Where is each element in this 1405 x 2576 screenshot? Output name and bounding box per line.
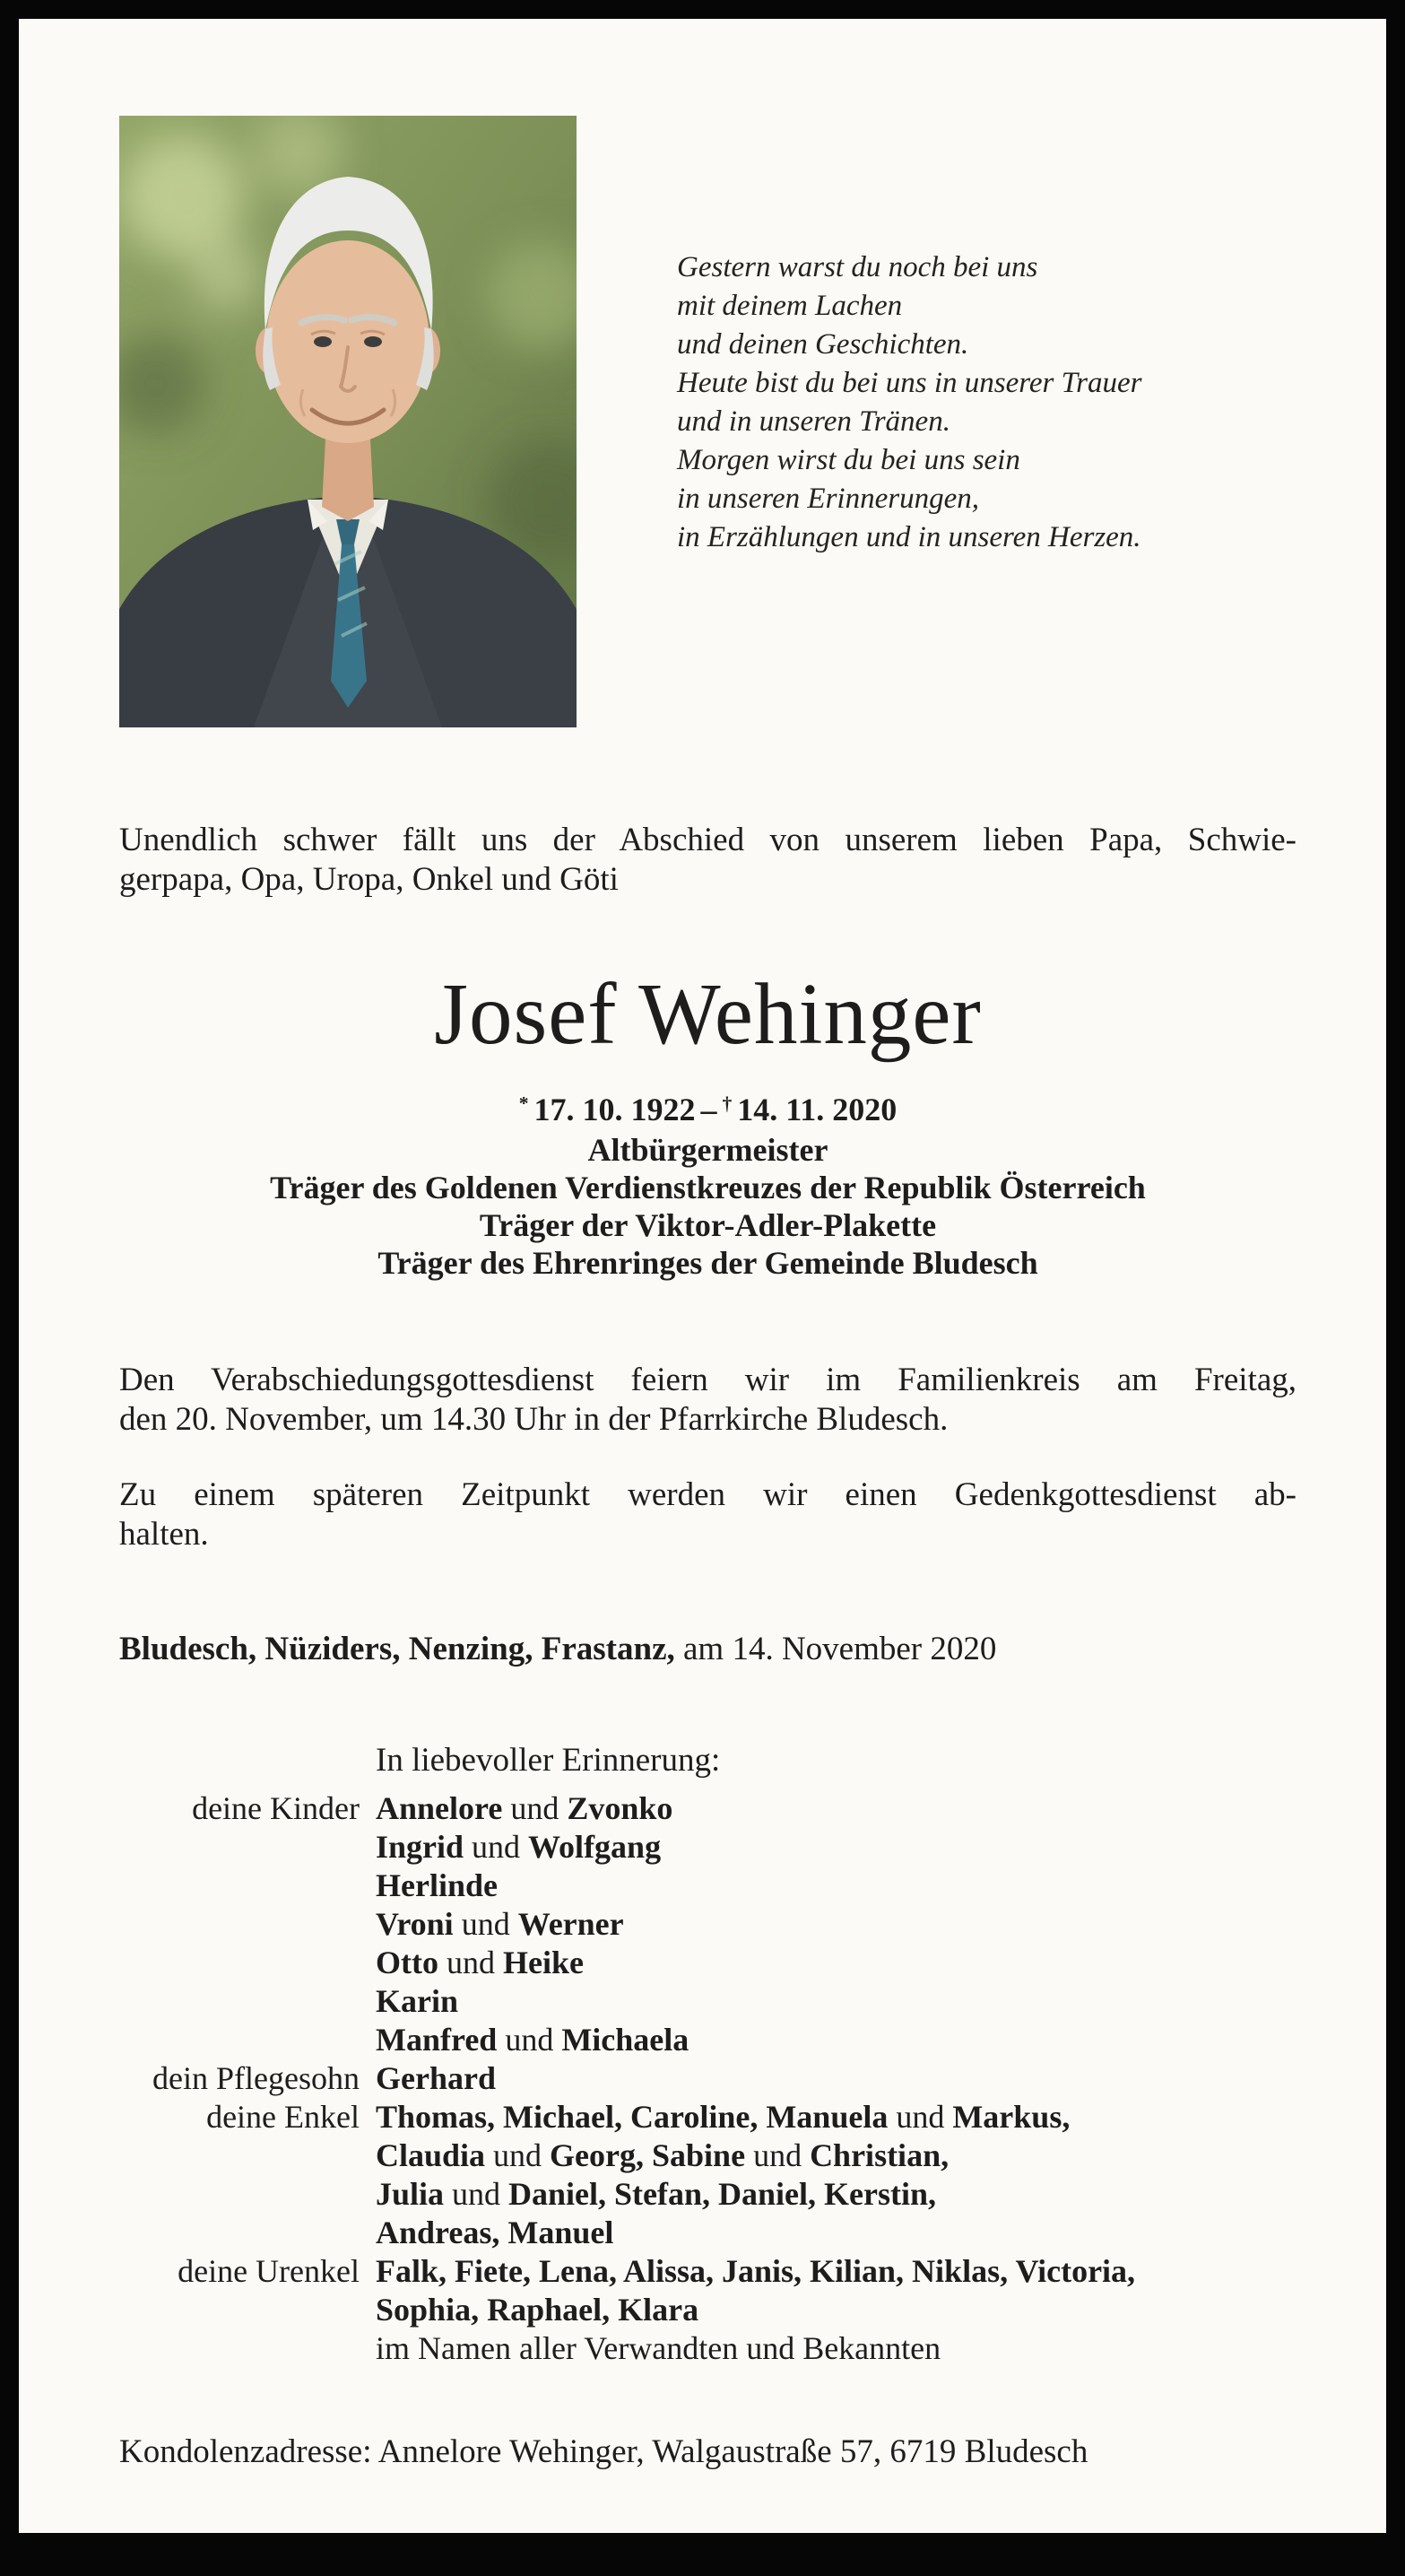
paragraph-line: gerpapa, Opa, Uropa, Onkel und Göti <box>119 861 619 898</box>
poem-line: in Erzählungen und in unseren Herzen. <box>677 521 1141 553</box>
family-names <box>376 1944 1297 1982</box>
signature-date: am 14. November 2020 <box>683 1630 997 1667</box>
name-segment: Gerhard <box>376 2059 496 2096</box>
name-segment: Christian, <box>810 2137 950 2173</box>
name-segment: und <box>497 2021 562 2058</box>
poem-line: mit deinem Lachen <box>677 290 903 322</box>
family-names <box>376 2252 1297 2291</box>
name-segment: Georg, Sabine <box>550 2137 746 2173</box>
name-segment: Otto <box>376 1944 438 1980</box>
family-names <box>376 2214 1297 2252</box>
name-segment: und <box>888 2098 953 2135</box>
poem-line: und in unseren Tränen. <box>677 405 950 438</box>
life-dates <box>119 1083 1297 1129</box>
name-segment: und <box>444 2175 509 2212</box>
name-segment: Annelore <box>376 1789 503 1826</box>
remembrance-heading: In liebevoller Erinnerung: <box>376 1741 721 1779</box>
family-relation-label <box>119 2137 360 2175</box>
name-segment: Julia <box>376 2175 445 2212</box>
name-segment: und <box>485 2137 551 2173</box>
death-date: 14. 11. 2020 <box>737 1091 898 1127</box>
name-segment: Markus, <box>952 2098 1071 2135</box>
memorial-poem <box>677 248 1142 727</box>
portrait-photo <box>119 116 577 727</box>
name-segment: Werner <box>517 1905 624 1942</box>
signature-line <box>119 1630 1297 1669</box>
paragraph-line: Zu einem späteren Zeitpunkt werden wir einen Gedenkgottesdienst ab- <box>119 1475 1297 1513</box>
header-row <box>119 116 1297 727</box>
name-segment: und <box>502 1789 568 1826</box>
family-names <box>376 1982 1297 2021</box>
deceased-name: Josef Wehinger <box>434 966 982 1062</box>
birth-date: 17. 10. 1922 <box>533 1091 696 1127</box>
family-names <box>376 2021 1297 2059</box>
name-segment: Thomas, Michael, Caroline, Manuela <box>376 2098 889 2135</box>
name-segment: Claudia <box>376 2137 486 2173</box>
name-segment: Sophia, Raphael, Klara <box>376 2291 699 2328</box>
name-segment: und <box>453 1905 518 1942</box>
family-list <box>119 1789 1297 2368</box>
name-segment: Andreas, Manuel <box>376 2214 614 2250</box>
honors-list <box>119 1131 1297 1282</box>
honor-line: Träger des Ehrenringes der Gemeinde Bludesch <box>377 1244 1038 1281</box>
name-segment: Heike <box>502 1944 584 1980</box>
service-paragraph <box>119 1361 1297 1440</box>
name-segment: Manfred <box>376 2021 498 2058</box>
family-names <box>376 2098 1297 2137</box>
name-segment: und <box>464 1828 529 1865</box>
family-relation-label: deine Urenkel <box>178 2252 360 2289</box>
paragraph-line: den 20. November, um 14.30 Uhr in der Pfarrkirche Bludesch. <box>119 1400 949 1438</box>
memorial-note-paragraph <box>119 1475 1297 1554</box>
name-segment: Zvonko <box>567 1789 673 1826</box>
paragraph-line: halten. <box>119 1515 209 1553</box>
poem-line: Heute bist du bei uns in unserer Trauer <box>677 367 1142 399</box>
name-segment: Vroni <box>376 1905 454 1942</box>
family-names <box>376 2175 1297 2214</box>
family-relation-label <box>119 2291 360 2329</box>
family-relation-label <box>119 2329 360 2368</box>
poem-line: in unseren Erinnerungen, <box>677 483 979 515</box>
name-segment: und <box>745 2137 811 2173</box>
obituary-card <box>19 19 1386 2533</box>
poem-line: Gestern warst du noch bei uns <box>677 251 1038 283</box>
name-segment: Ingrid <box>376 1828 464 1865</box>
name-segment: und <box>438 1944 503 1980</box>
poem-line: und deinen Geschichten. <box>677 328 969 361</box>
family-names <box>376 2329 1297 2368</box>
condolence-address: Kondolenzadresse: Annelore Wehinger, Walgaustraße 57, 6719 Bludesch <box>119 2432 1088 2470</box>
portrait-illustration <box>119 116 577 727</box>
signature-places: Bludesch, Nüziders, Nenzing, Frastanz, <box>119 1630 675 1667</box>
honor-line: Altbürgermeister <box>587 1131 828 1168</box>
family-names <box>376 2291 1297 2329</box>
honor-line: Träger des Goldenen Verdienstkreuzes der Republik Österreich <box>270 1169 1146 1205</box>
family-relation-label <box>119 1905 360 1944</box>
family-names <box>376 1905 1297 1944</box>
family-relation-label <box>119 1867 360 1905</box>
family-relation-label <box>119 1828 360 1867</box>
family-relation-label: dein Pflegesohn <box>152 2059 360 2096</box>
poem-line: Morgen wirst du bei uns sein <box>677 444 1020 476</box>
family-names <box>376 2137 1297 2175</box>
family-names <box>376 2059 1297 2098</box>
family-relation-label <box>119 1982 360 2021</box>
name-segment: Falk, Fiete, Lena, Alissa, Janis, Kilian, Niklas, Victoria, <box>376 2252 1136 2289</box>
name-segment: Daniel, Stefan, Daniel, Kerstin, <box>508 2175 937 2212</box>
family-relation-label: deine Kinder <box>192 1789 360 1826</box>
family-relation-label <box>119 1944 360 1982</box>
name-segment: Karin <box>376 1982 459 2019</box>
paragraph-line: Den Verabschiedungsgottesdienst feiern wir im Familienkreis am Freitag, <box>119 1361 1297 1398</box>
paragraph-line: Unendlich schwer fällt uns der Abschied von unserem lieben Papa, Schwie- <box>119 822 1297 858</box>
name-segment: im Namen aller Verwandten und Bekannten <box>376 2329 941 2366</box>
birth-symbol: * <box>518 1092 529 1114</box>
family-names <box>376 1828 1297 1867</box>
death-symbol: † <box>722 1092 733 1114</box>
intro-paragraph <box>119 821 1297 900</box>
family-relation-label <box>119 2214 360 2252</box>
name-segment: Wolfgang <box>528 1828 662 1865</box>
family-names <box>376 1867 1297 1905</box>
honor-line: Träger der Viktor-Adler-Plakette <box>479 1206 937 1243</box>
name-segment: Herlinde <box>376 1867 498 1903</box>
family-names <box>376 1789 1297 1828</box>
name-segment: Michaela <box>561 2021 689 2058</box>
dates-dash: – <box>700 1091 717 1127</box>
family-relation-label: deine Enkel <box>206 2098 360 2135</box>
family-relation-label <box>119 2021 360 2059</box>
family-relation-label <box>119 2175 360 2214</box>
